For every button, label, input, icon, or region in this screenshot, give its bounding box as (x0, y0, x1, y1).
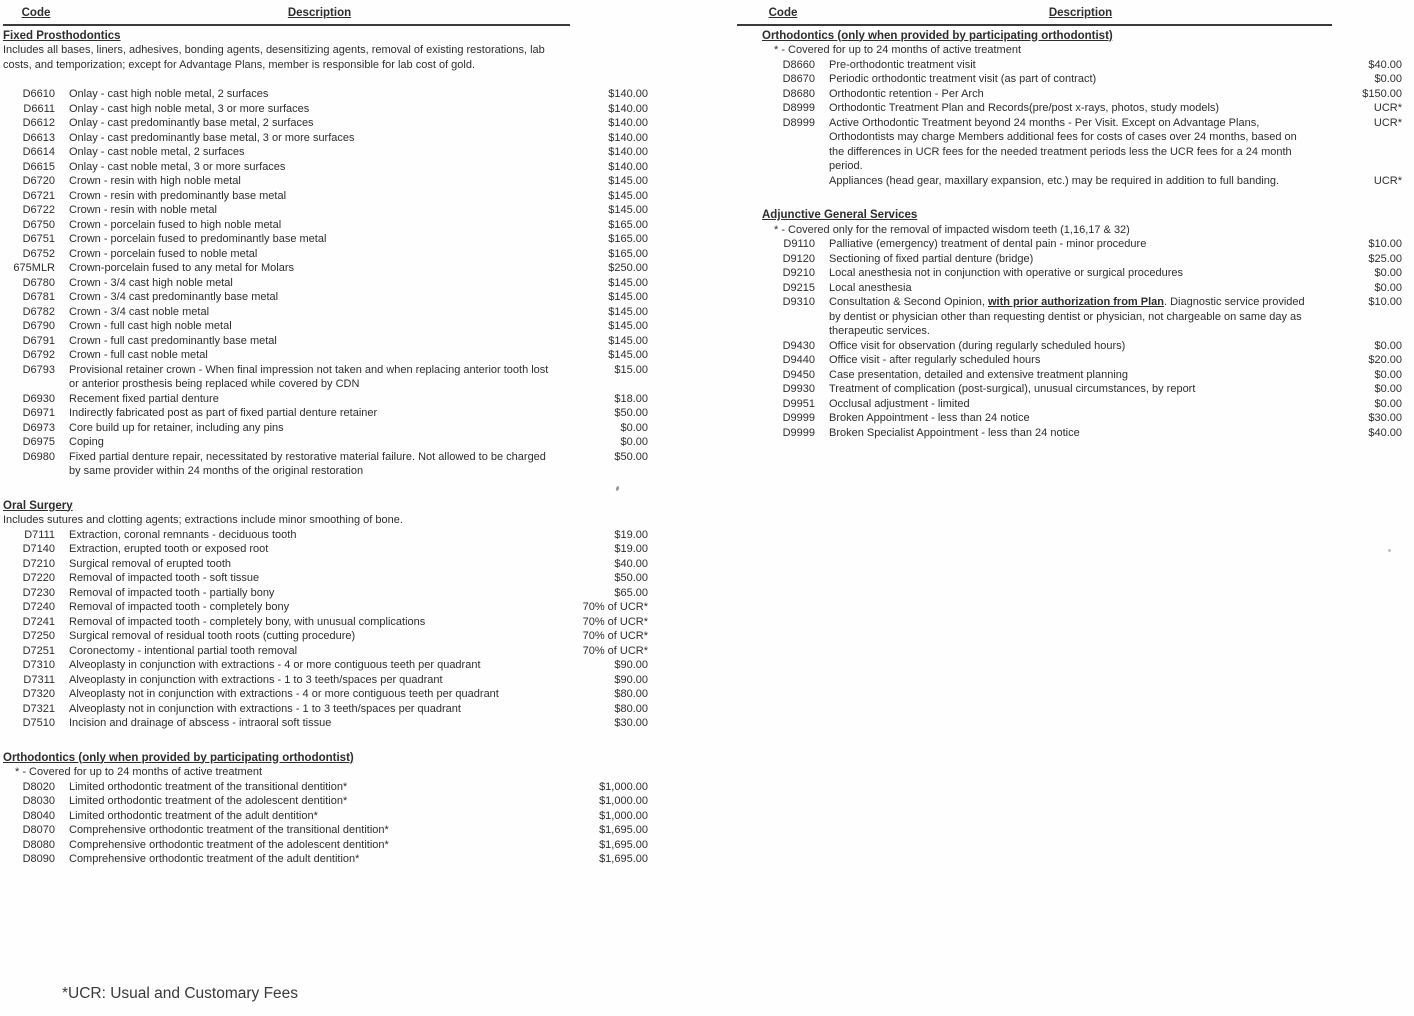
table-row (3, 160, 648, 175)
procedure-description: Crown - porcelain fused to high noble metal (69, 218, 282, 231)
procedure-code: D9930 (782, 383, 815, 395)
procedure-description: Onlay - cast high noble metal, 3 or more surfaces (69, 102, 310, 115)
procedure-code: D6975 (22, 436, 55, 448)
procedure-description: Recement fixed partial denture (69, 392, 219, 405)
procedure-fee: $145.00 (608, 276, 648, 289)
procedure-code: D6751 (22, 233, 55, 245)
procedure-fee: 70% of UCR* (582, 615, 648, 628)
procedure-description: Active Orthodontic Treatment beyond 24 months - Per Visit. Except on Advantage Plans, Orthodontists may charge Members additional fees for costs of cases over 24 months, based on the differences in UCR fees for the needed treatment periods less the UCR fees for a 24 month period. (829, 116, 1297, 172)
procedure-fee: $0.00 (1374, 281, 1402, 294)
table-row (762, 295, 1402, 339)
table-row (3, 615, 648, 630)
procedure-description: Occlusal adjustment - limited (829, 397, 970, 410)
procedure-description: Onlay - cast noble metal, 3 or more surfaces (69, 160, 286, 173)
procedure-description: Palliative (emergency) treatment of dental pain - minor procedure (829, 238, 1147, 250)
procedure-fee: $80.00 (614, 688, 648, 700)
procedure-code: D7241 (22, 615, 55, 628)
procedure-description: Coping (69, 436, 104, 448)
procedure-description: Extraction, erupted tooth or exposed root (69, 543, 269, 555)
procedure-code: D7240 (22, 601, 55, 613)
table-row (3, 600, 648, 615)
procedure-fee: $19.00 (614, 528, 648, 541)
table-row (3, 687, 648, 702)
table-row (762, 266, 1402, 281)
procedure-fee: UCR* (1373, 116, 1402, 129)
procedure-description: Incision and drainage of abscess - intraoral soft tissue (69, 717, 332, 729)
procedure-fee: $0.00 (620, 421, 648, 434)
table-row (3, 276, 648, 291)
procedure-fee: $145.00 (608, 305, 648, 318)
procedure-description: Removal of impacted tooth - soft tissue (69, 572, 260, 584)
table-row (762, 174, 1402, 189)
table-row (3, 131, 648, 146)
section-title: Orthodontics (only when provided by participating orthodontist) (762, 29, 1113, 42)
procedure-description (815, 295, 1324, 339)
table-row (3, 363, 648, 392)
procedure-description: Pre-orthodontic treatment visit (829, 58, 976, 71)
procedure-description: Crown - 3/4 cast noble metal (69, 305, 210, 318)
table-row (762, 237, 1402, 252)
procedure-description: Treatment of complication (post-surgical), unusual circumstances, by report (829, 383, 1196, 395)
table-row (3, 450, 648, 479)
procedure-fee: $80.00 (614, 702, 648, 715)
procedure-code: D6614 (22, 146, 55, 158)
procedure-fee: $140.00 (608, 102, 648, 115)
procedure-description: Alveoplasty not in conjunction with extractions - 4 or more contiguous teeth per quadrant (69, 688, 499, 700)
procedure-code: D6790 (22, 320, 55, 332)
procedure-fee: $1,695.00 (599, 824, 648, 836)
table-row (3, 809, 648, 824)
table-row (762, 411, 1402, 426)
procedure-description: Removal of impacted tooth - completely bony (69, 601, 290, 613)
procedure-code: D9450 (782, 368, 815, 381)
procedure-fee: $0.00 (620, 436, 648, 448)
procedure-fee: $20.00 (1368, 354, 1402, 366)
table-row (3, 542, 648, 557)
procedure-fee: $140.00 (608, 131, 648, 144)
table-row (3, 174, 648, 189)
description-text: . Diagnostic service provided by dentist or physician other than requesting dentist or physician, not chargeable on same day as therapeutic services. (829, 296, 1305, 337)
procedure-code: D6721 (22, 189, 55, 202)
procedure-description: Surgical removal of residual tooth roots (cutting procedure) (69, 630, 356, 642)
procedure-fee: $19.00 (614, 543, 648, 555)
procedure-fee: $90.00 (614, 659, 648, 671)
procedure-fee: $25.00 (1368, 252, 1402, 265)
procedure-fee: 70% of UCR* (582, 630, 648, 642)
procedure-code: D7251 (22, 644, 55, 657)
procedure-description: Appliances (head gear, maxillary expansion, etc.) may be required in addition to full banding. (829, 174, 1280, 187)
table-row (3, 823, 648, 838)
procedure-fee: $0.00 (1374, 267, 1402, 279)
procedure-fee: $18.00 (614, 392, 648, 405)
ucr-footnote: *UCR: Usual and Customary Fees (62, 985, 299, 1002)
table-header-left (3, 6, 570, 26)
procedure-fee: $1,000.00 (599, 809, 648, 822)
procedure-fee: $40.00 (614, 557, 648, 570)
procedure-code: D6780 (22, 276, 55, 289)
procedure-fee: $145.00 (608, 175, 648, 187)
procedure-code: D7510 (22, 717, 55, 729)
procedure-fee: $50.00 (614, 450, 648, 463)
procedure-description: Crown - porcelain fused to predominantly base metal (69, 233, 327, 245)
procedure-description: Coronectomy - intentional partial tooth removal (69, 644, 298, 657)
procedure-code: D6611 (23, 102, 55, 115)
code-column-header: Code (21, 7, 51, 19)
procedure-description: Extraction, coronal remnants - deciduous tooth (69, 528, 297, 541)
procedure-code: D8070 (22, 824, 55, 836)
table-row (3, 435, 648, 450)
table-row (3, 392, 648, 407)
procedure-fee: $0.00 (1374, 383, 1402, 395)
procedure-code: D7111 (24, 528, 55, 541)
procedure-fee: 70% of UCR* (582, 601, 648, 613)
procedure-description: Limited orthodontic treatment of the adolescent dentition* (69, 795, 348, 807)
procedure-description: Crown - full cast high noble metal (69, 320, 232, 332)
procedure-code: D8020 (22, 780, 55, 793)
procedure-fee: $40.00 (1368, 58, 1402, 71)
section-note: * - Covered for up to 24 months of active treatment (774, 44, 1022, 56)
description-column-header: Description (287, 7, 352, 19)
table-row (3, 261, 648, 276)
procedure-description: Local anesthesia not in conjunction with operative or surgical procedures (829, 267, 1184, 279)
table-row (3, 406, 648, 421)
table-row (3, 528, 648, 543)
procedure-code: D9430 (782, 339, 815, 352)
table-row (3, 319, 648, 334)
procedure-code: D7321 (22, 702, 55, 715)
procedure-fee: $50.00 (614, 407, 648, 419)
table-row (3, 838, 648, 853)
table-row (762, 353, 1402, 368)
table-row (762, 58, 1402, 73)
section-intro: Includes sutures and clotting agents; extractions include minor smoothing of bone. (3, 514, 403, 526)
procedure-fee: $150.00 (1362, 87, 1402, 100)
procedure-description: Core build up for retainer, including any pins (69, 421, 284, 434)
procedure-description: Onlay - cast high noble metal, 2 surfaces (69, 88, 269, 100)
procedure-description: Indirectly fabricated post as part of fixed partial denture retainer (69, 407, 378, 419)
procedure-code: D8080 (22, 838, 55, 851)
procedure-code: D6613 (22, 131, 55, 144)
procedure-code: D8680 (782, 87, 815, 100)
procedure-code: D6722 (22, 204, 55, 216)
procedure-fee: $145.00 (608, 320, 648, 332)
procedure-code: D9210 (782, 267, 815, 279)
procedure-description: Limited orthodontic treatment of the transitional dentition* (69, 780, 348, 793)
section-note: * - Covered only for the removal of impacted wisdom teeth (1,16,17 & 32) (774, 223, 1130, 236)
procedure-description: Alveoplasty in conjunction with extractions - 1 to 3 teeth/spaces per quadrant (69, 673, 443, 686)
procedure-code: D9999 (782, 426, 815, 439)
procedure-fee: UCR* (1373, 174, 1402, 187)
table-row (3, 334, 648, 349)
section-title: Oral Surgery (3, 499, 73, 512)
procedure-code: D6980 (22, 450, 55, 463)
table-row (3, 716, 648, 731)
procedure-code: D9310 (782, 296, 815, 308)
table-row (3, 87, 648, 102)
description-text: Consultation & Second Opinion, (829, 296, 988, 308)
procedure-fee: 70% of UCR* (582, 644, 648, 657)
table-row (3, 232, 648, 247)
table-row (3, 780, 648, 795)
table-row (762, 426, 1402, 441)
table-row (3, 586, 648, 601)
table-row (3, 102, 648, 117)
table-row (3, 702, 648, 717)
table-row (3, 290, 648, 305)
procedure-fee: $0.00 (1374, 397, 1402, 410)
table-row (762, 101, 1402, 116)
procedure-description: Onlay - cast predominantly base metal, 2 surfaces (69, 117, 314, 129)
procedure-description: Office visit - after regularly scheduled hours (829, 354, 1041, 366)
procedure-fee: $165.00 (608, 247, 648, 260)
right-sections (737, 29, 1402, 441)
left-column (3, 6, 648, 867)
procedure-code: D9440 (782, 354, 815, 366)
procedure-fee: $65.00 (614, 586, 648, 599)
table-row (762, 72, 1402, 87)
procedure-description: Sectioning of fixed partial denture (bridge) (829, 252, 1034, 265)
procedure-code: D6791 (22, 334, 55, 347)
table-row (3, 189, 648, 204)
procedure-code: D9120 (782, 252, 815, 265)
section-title: Fixed Prosthodontics (3, 29, 121, 42)
procedure-code: D7311 (23, 673, 55, 686)
procedure-description: Provisional retainer crown - When final impression not taken and when replacing anterior tooth lost or anterior prosthesis being replaced while covered by CDN (69, 363, 549, 390)
procedure-description: Crown - 3/4 cast predominantly base metal (69, 291, 279, 303)
code-column-header: Code (768, 7, 798, 19)
table-row (3, 571, 648, 586)
procedure-code: D6971 (22, 407, 55, 419)
procedure-code: D9215 (782, 281, 815, 294)
procedure-code: D9999 (782, 412, 815, 424)
fee-section (3, 499, 648, 731)
procedure-code: D9951 (782, 397, 815, 410)
right-column (737, 6, 1402, 440)
procedure-description: Alveoplasty in conjunction with extractions - 4 or more contiguous teeth per quadrant (69, 659, 481, 671)
table-row (3, 348, 648, 363)
table-header-right (737, 6, 1332, 26)
table-row (3, 421, 648, 436)
section-title: Adjunctive General Services (762, 209, 918, 221)
table-row (3, 658, 648, 673)
table-row (3, 557, 648, 572)
fee-section (737, 29, 1402, 189)
procedure-code: D6781 (22, 291, 55, 303)
procedure-fee: $145.00 (608, 189, 648, 202)
procedure-code: D6930 (22, 392, 55, 405)
procedure-code: D6793 (22, 363, 55, 376)
procedure-code: D6792 (22, 349, 55, 361)
procedure-description: Crown - resin with noble metal (69, 204, 217, 216)
table-row (3, 794, 648, 809)
table-row (3, 673, 648, 688)
procedure-fee: UCR* (1373, 102, 1402, 114)
procedure-description: Comprehensive orthodontic treatment of the transitional dentition* (69, 824, 389, 836)
table-row (3, 247, 648, 262)
procedure-description: Crown - porcelain fused to noble metal (69, 247, 258, 260)
procedure-description: Crown - full cast predominantly base metal (69, 334, 277, 347)
procedure-code: D7250 (22, 630, 55, 642)
table-row (3, 116, 648, 131)
left-sections (3, 29, 648, 867)
table-row (762, 252, 1402, 267)
procedure-description: Orthodontic retention - Per Arch (829, 87, 984, 100)
table-row (3, 305, 648, 320)
procedure-code: D7220 (22, 572, 55, 584)
procedure-code: D7310 (22, 659, 55, 671)
procedure-fee: $145.00 (608, 291, 648, 303)
procedure-fee: $1,000.00 (599, 795, 648, 807)
procedure-description: Comprehensive orthodontic treatment of the adolescent dentition* (69, 838, 389, 851)
procedure-fee: $0.00 (1374, 368, 1402, 381)
procedure-description: Orthodontic Treatment Plan and Records(pre/post x-rays, photos, study models) (829, 102, 1220, 114)
procedure-code: D8660 (782, 58, 815, 71)
procedure-code: 675MLR (13, 262, 55, 274)
scan-artifact (1388, 549, 1391, 552)
procedure-fee: $90.00 (614, 673, 648, 686)
table-row (3, 852, 648, 867)
procedure-description: Onlay - cast noble metal, 2 surfaces (69, 146, 245, 158)
table-row (762, 87, 1402, 102)
procedure-fee: $1,695.00 (599, 838, 648, 851)
procedure-fee: $140.00 (608, 160, 648, 173)
section-note: * - Covered for up to 24 months of active treatment (15, 766, 263, 778)
procedure-code: D7140 (22, 543, 55, 555)
procedure-fee: $250.00 (608, 262, 648, 274)
procedure-code: D6610 (22, 88, 55, 100)
table-row (3, 203, 648, 218)
procedure-code: D8040 (22, 809, 55, 822)
table-row (3, 145, 648, 160)
procedure-fee: $145.00 (608, 349, 648, 361)
procedure-description: Removal of impacted tooth - completely bony, with unusual complications (69, 615, 426, 628)
procedure-fee: $145.00 (608, 334, 648, 347)
description-text: with prior authorization from Plan (988, 296, 1164, 308)
procedure-fee: $165.00 (608, 218, 648, 231)
section-intro: Includes all bases, liners, adhesives, bonding agents, desensitizing agents, removal of existing restorations, lab costs, and temporization; except for Advantage Plans, member is responsible for lab cost of gold. (3, 44, 545, 71)
procedure-description: Crown - resin with high noble metal (69, 175, 241, 187)
procedure-description: Onlay - cast predominantly base metal, 3 or more surfaces (69, 131, 355, 144)
procedure-description: Periodic orthodontic treatment visit (as part of contract) (829, 73, 1097, 85)
procedure-code: D6615 (22, 160, 55, 173)
procedure-fee: $145.00 (608, 204, 648, 216)
table-row (762, 281, 1402, 296)
procedure-code: D8670 (782, 73, 815, 85)
procedure-fee: $30.00 (1368, 412, 1402, 424)
description-column-header: Description (1048, 7, 1113, 19)
section-title: Orthodontics (only when provided by participating orthodontist) (3, 751, 354, 764)
procedure-code: D6752 (22, 247, 55, 260)
fee-section (3, 751, 648, 867)
procedure-fee: $1,695.00 (599, 853, 648, 865)
procedure-code: D8999 (782, 102, 815, 114)
procedure-description: Broken Appointment - less than 24 notice (829, 412, 1030, 424)
procedure-code: D6750 (22, 218, 55, 231)
procedure-fee: $140.00 (608, 117, 648, 129)
procedure-fee: $50.00 (614, 572, 648, 584)
procedure-code: D6720 (22, 175, 55, 187)
procedure-description: Crown - resin with predominantly base metal (69, 189, 287, 202)
procedure-fee: $0.00 (1374, 339, 1402, 352)
fee-section (3, 29, 648, 479)
procedure-fee: $10.00 (1368, 238, 1402, 250)
procedure-code: D7230 (22, 586, 55, 599)
table-row (3, 644, 648, 659)
table-row (762, 116, 1402, 174)
procedure-code: D6782 (22, 305, 55, 318)
procedure-description: Limited orthodontic treatment of the adult dentition* (69, 809, 318, 822)
procedure-fee: $30.00 (614, 717, 648, 729)
procedure-code: D7320 (22, 688, 55, 700)
procedure-description: Removal of impacted tooth - partially bony (69, 586, 275, 599)
procedure-code: D6973 (22, 421, 55, 434)
procedure-description: Fixed partial denture repair, necessitated by restorative material failure. Not allowed to be charged by same provider within 24 months of the original restoration (69, 450, 546, 477)
table-row (3, 629, 648, 644)
table-row (762, 382, 1402, 397)
procedure-code: D9110 (783, 238, 815, 250)
procedure-description: Case presentation, detailed and extensive treatment planning (829, 368, 1129, 381)
procedure-fee: $1,000.00 (599, 780, 648, 793)
table-row (3, 218, 648, 233)
procedure-fee: $10.00 (1368, 296, 1402, 308)
procedure-fee: $140.00 (608, 146, 648, 158)
procedure-code: D7210 (22, 557, 55, 570)
procedure-fee: $40.00 (1368, 426, 1402, 439)
procedure-description: Local anesthesia (829, 281, 912, 294)
procedure-code: D8999 (782, 116, 815, 129)
table-row (762, 339, 1402, 354)
procedure-code: D8090 (22, 853, 55, 865)
procedure-description: Broken Specialist Appointment - less than 24 notice (829, 426, 1080, 439)
procedure-description: Comprehensive orthodontic treatment of the adult dentition* (69, 853, 360, 865)
procedure-fee: $15.00 (614, 363, 648, 376)
table-row (762, 368, 1402, 383)
table-row (762, 397, 1402, 412)
fee-section (737, 208, 1402, 440)
procedure-fee: $0.00 (1374, 73, 1402, 85)
procedure-description: Crown - 3/4 cast high noble metal (69, 276, 233, 289)
procedure-fee: $165.00 (608, 233, 648, 245)
procedure-description: Crown - full cast noble metal (69, 349, 208, 361)
procedure-description: Office visit for observation (during regularly scheduled hours) (829, 339, 1126, 352)
procedure-code: D6612 (22, 117, 55, 129)
procedure-fee: $140.00 (608, 88, 648, 100)
procedure-code: D8030 (22, 795, 55, 807)
procedure-description: Alveoplasty not in conjunction with extractions - 1 to 3 teeth/spaces per quadrant (69, 702, 461, 715)
procedure-description: Crown-porcelain fused to any metal for Molars (69, 262, 294, 274)
procedure-description: Surgical removal of erupted tooth (69, 557, 232, 570)
